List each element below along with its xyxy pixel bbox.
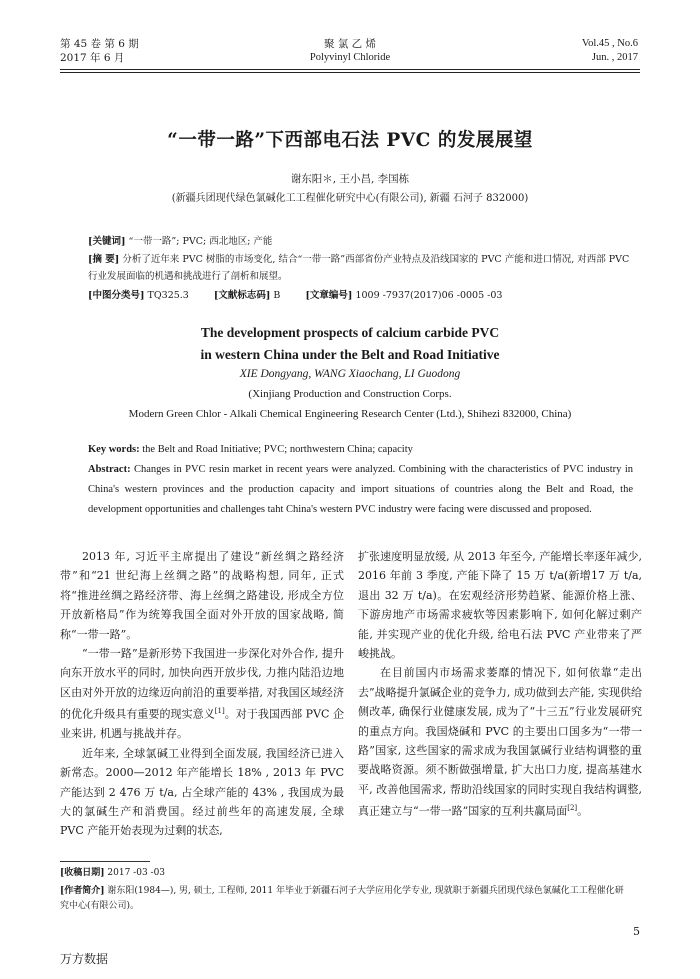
body-paragraph: 在目前国内市场需求萎靡的情况下, 如何依靠“走出去”战略提升氯碱企业的竞争力, 成功做到去产能, 实现供给侧改革, 确保行业健康发展, 成为了“十三五”行业发展研究的重点方向。我国烧碱和 PVC 的主要出口国多为“一带一路”国家, 这些国家的需求成为我国氯碱行业结构调整的重要战略资源。须不断做强增量, 扩大出口力度, 提高基建水平, 改善他国需求, 帮助沿线国家的同时实现自我结构调整, 真正建立与“一带一路”国家的互利共赢局面[2]。 bbox=[358, 666, 642, 818]
article-number-value: 1009 -7937(2017)06 -0005 -03 bbox=[355, 290, 503, 301]
authors-en: XIE Dongyang, WANG Xiaochang, LI Guodong bbox=[239, 368, 461, 380]
received-value: 2017 -03 -03 bbox=[107, 868, 166, 878]
header-volume: 第 45 卷 第 6 期 bbox=[60, 38, 139, 50]
affiliation-en-line2: Modern Green Chlor - Alkali Chemical Engineering Research Center (Ltd.), Shihezi 832000, China) bbox=[128, 408, 572, 420]
watermark: 万方数据 bbox=[60, 952, 109, 966]
page-number: 5 bbox=[633, 925, 640, 938]
title-en-line1: The development prospects of calcium carbide PVC bbox=[200, 325, 500, 340]
doc-code-value: B bbox=[273, 290, 281, 301]
keywords-cn-label: [关键词] bbox=[88, 236, 126, 247]
received-label: [收稿日期] bbox=[60, 868, 105, 878]
footnote-author bbox=[60, 884, 630, 914]
citation-ref: [1] bbox=[214, 707, 225, 716]
header-date-cn: 2017 年 6 月 bbox=[60, 52, 125, 64]
header-rule-bottom bbox=[60, 72, 640, 73]
abstract-cn-text: 分析了近年来 PVC 树脂的市场变化, 结合“一带一路”西部省份产业特点及沿线国家的 PVC 产能和进口情况, 对西部 PVC 行业发展面临的机遇和挑战进行了剖析和展望。 bbox=[88, 254, 630, 282]
body-paragraph: 2013 年, 习近平主席提出了建设“新丝绸之路经济带”和“21 世纪海上丝绸之路”的战略构想, 同年, 正式将“推进丝绸之路经济带、海上丝绸之路建设, 形成全方位开放新格局”作为统筹我国全面对外开放的国家战略, 简称“一带一路”。 bbox=[60, 550, 344, 641]
abstract-cn bbox=[88, 251, 632, 285]
keywords-en-label: Key words: bbox=[88, 444, 140, 455]
body-paragraph: 近年来, 全球氯碱工业得到全面发展, 我国经济已进入新常态。2000—2012 年产能增长 18% , 2013 年 PVC 产能达到 2 476 万 t/a, 占全球产能的 43% , 我国成为最大的氯碱生产和消费国。经过前些年的高速发展, 全球 PVC 产能开始表现为过剩的状态, bbox=[60, 746, 344, 838]
article-number-label: [文章编号] bbox=[305, 290, 353, 301]
clc-label: [中图分类号] bbox=[88, 290, 145, 301]
keywords-en-text: the Belt and Road Initiative; PVC; northwestern China; capacity bbox=[139, 444, 413, 455]
footnote-rule bbox=[60, 861, 150, 862]
authors-cn: 谢东阳＊, 王小昌, 李国栋 bbox=[290, 173, 410, 185]
author-bio-text: 谢东阳(1984—), 男, 硕士, 工程师, 2011 年毕业于新疆石河子大学应用化学专业, 现就职于新疆兵团现代绿色氯碱化工工程催化研究中心(有限公司)。 bbox=[60, 886, 624, 911]
clc-value: TQ325.3 bbox=[147, 290, 189, 301]
author-bio-label: [作者简介] bbox=[60, 886, 105, 896]
abstract-en bbox=[88, 460, 633, 520]
volume-issue-en bbox=[582, 37, 638, 65]
abstract-en-label: Abstract: bbox=[88, 464, 131, 475]
body-right-column bbox=[358, 547, 642, 821]
doc-code-label: [文献标志码] bbox=[213, 290, 271, 301]
journal-name-cn: 聚 氯 乙 烯 bbox=[323, 38, 376, 50]
body-left-column bbox=[60, 547, 344, 841]
body-paragraph: “一带一路”是新形势下我国进一步深化对外合作, 提升向东开放水平的同时, 加快向西开放步伐, 力推内陆沿边地区由对外开放的边缘迈向前沿的重要举措, 对我国区域经济的优化升级具有重要的现实意义[1]。对于我国西部 PVC 企业来讲, 机遇与挑战并存。 bbox=[60, 647, 344, 741]
affiliation-en-line1: (Xinjiang Production and Construction Corps. bbox=[248, 388, 452, 400]
header-rule-top bbox=[60, 69, 640, 70]
abstract-cn-label: [摘 要] bbox=[88, 254, 120, 265]
title-en-line2: in western China under the Belt and Road Initiative bbox=[200, 347, 500, 362]
abstract-en-text: Changes in PVC resin market in recent years were analyzed. Combining with the characteristics of PVC industry in China's western provinces and the production capacity and import situations of countries along the Belt and Road, the development opportunities and challenges taht China's western PVC industry were facing were discussed and proposed. bbox=[88, 464, 633, 515]
affiliation-cn: (新疆兵团现代绿色氯碱化工工程催化研究中心(有限公司), 新疆 石河子 832000) bbox=[171, 193, 529, 204]
classification-line bbox=[88, 287, 632, 304]
journal-name-en: Polyvinyl Chloride bbox=[309, 52, 391, 63]
keywords-en bbox=[88, 440, 633, 460]
keywords-cn bbox=[88, 233, 632, 250]
body-paragraph: 扩张速度明显放缓, 从 2013 年至今, 产能增长率逐年减少, 2016 年前 3 季度, 产能下降了 15 万 t/a(新增17 万 t/a, 退出 32 万 t/a)。在宏观经济形势趋紧、能源价格上涨、下游房地产市场需求疲软等因素影响下, 如何化解过剩产能, 并实现产业的优化升级, 给电石法 PVC 产业带来了严峻挑战。 bbox=[358, 550, 642, 661]
footnote-received bbox=[60, 866, 630, 881]
title-cn: “一带一路”下西部电石法 PVC 的发展展望 bbox=[167, 130, 533, 151]
citation-ref: [2] bbox=[567, 804, 578, 813]
keywords-cn-text: “一带一路”; PVC; 西北地区; 产能 bbox=[128, 236, 273, 247]
header-date-en: Jun. , 2017 bbox=[591, 52, 638, 63]
header-vol-en: Vol.45 , No.6 bbox=[581, 38, 638, 49]
